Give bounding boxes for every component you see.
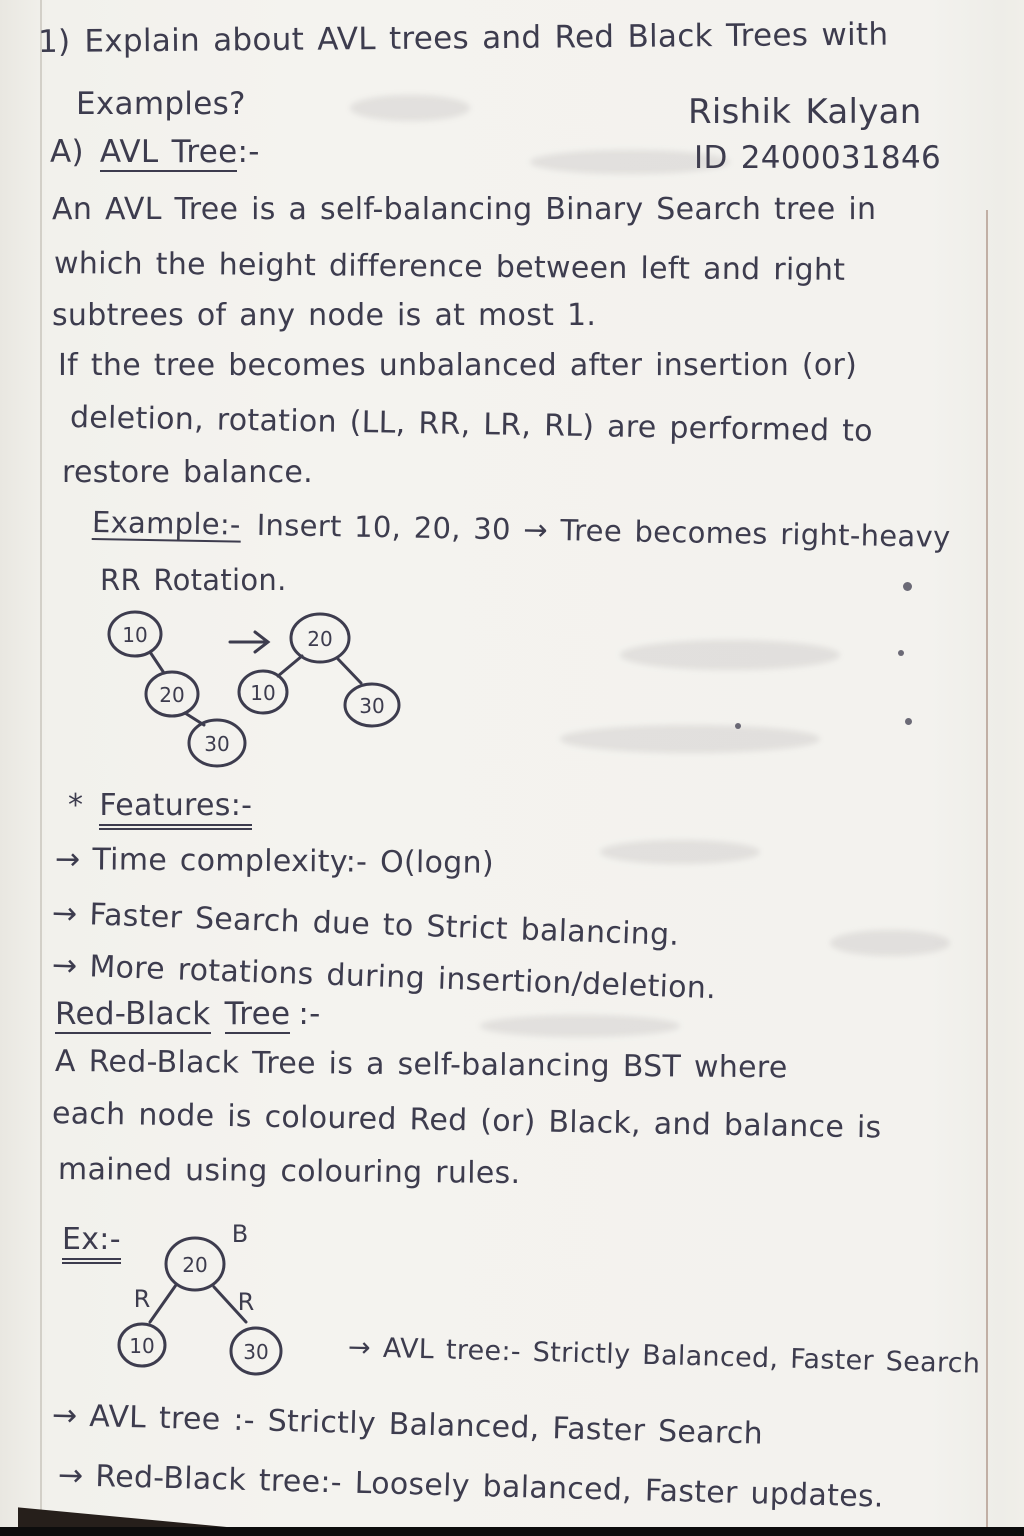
avl-heading-line (50, 134, 260, 172)
student-name: Rishik Kalyan (688, 92, 922, 132)
avl-example-line (92, 505, 951, 555)
rb-heading-word-2: Tree (224, 996, 291, 1032)
avl-rot-line-1: If the tree becomes unbalanced after insertion (or) (58, 348, 858, 383)
summary-line-1 (52, 1398, 764, 1452)
avl-def-line-3: subtrees of any node is at most 1. (52, 298, 597, 333)
node-label: 20 (182, 1253, 208, 1277)
node-label: 30 (204, 732, 230, 756)
ink-speck (905, 718, 912, 725)
ink-smudge (620, 640, 840, 670)
arrow-icon: → (54, 842, 81, 878)
ink-speck (903, 582, 912, 591)
arrow-icon: → (51, 1398, 78, 1434)
node-label: 10 (122, 623, 148, 647)
scan-corner-shadow (18, 1505, 248, 1529)
node-label: 20 (307, 627, 333, 651)
features-heading-line (68, 788, 252, 830)
ink-smudge (530, 150, 730, 174)
edge-color-label: R (237, 1288, 255, 1316)
ink-speck (898, 650, 904, 656)
arrow-icon: → (51, 896, 79, 932)
node-label: 10 (129, 1334, 155, 1358)
rb-heading-line (55, 996, 321, 1034)
answer-label: A) (50, 134, 84, 170)
rr-rotation-label: RR Rotation. (100, 563, 287, 597)
rb-def-line-3: mained using colouring rules. (57, 1152, 521, 1192)
star-marker: * (68, 788, 84, 823)
example-label: Example:- (91, 505, 242, 542)
ink-smudge (830, 930, 950, 956)
avl-rot-line-2: deletion, rotation (LL, RR, LR, RL) are performed to (69, 400, 874, 450)
rb-heading-word-1: Red-Black (55, 996, 211, 1032)
arrow-icon: → (57, 1458, 84, 1494)
question-text: Explain about AVL trees and Red Black Trees with (84, 16, 889, 60)
rb-def-line-2: each node is coloured Red (or) Black, and balance is (51, 1096, 882, 1146)
avl-rotation-diagram (80, 595, 500, 780)
student-id: ID 2400031846 (694, 140, 941, 176)
feature-text-3: More rotations during insertion/deletion. (88, 949, 717, 1007)
feature-line-1 (55, 842, 494, 881)
feature-text-2: Faster Search due to Strict balancing. (88, 897, 680, 953)
example-text: Insert 10, 20, 30 → Tree becomes right-heavy (256, 507, 951, 554)
question-line-1 (38, 17, 889, 60)
ink-smudge (480, 1015, 680, 1037)
ink-smudge (350, 95, 470, 121)
node-color-label: B (231, 1220, 249, 1248)
edge-color-label: R (133, 1285, 151, 1313)
rb-def-line-1: A Red-Black Tree is a self-balancing BST where (54, 1044, 788, 1086)
summary-text-2: Red-Black tree:- Loosely balanced, Faster updates. (94, 1458, 885, 1515)
arrow-icon: → (347, 1332, 372, 1364)
diagram-note-line (348, 1332, 981, 1380)
avl-def-line-2: which the height difference between left and right (53, 246, 846, 288)
avl-def-line-1: An AVL Tree is a self-balancing Binary Search tree in (52, 192, 877, 227)
rb-heading-suffix: :- (298, 996, 321, 1032)
features-heading: Features:- (99, 790, 252, 830)
ink-smudge (600, 840, 760, 864)
red-black-tree-diagram (100, 1212, 350, 1387)
avl-rot-line-3: restore balance. (62, 455, 313, 490)
avl-heading-suffix: :- (237, 134, 260, 170)
node-label: 30 (359, 694, 385, 718)
node-label: 30 (243, 1340, 269, 1364)
summary-line-2 (58, 1458, 885, 1515)
ink-speck (735, 723, 741, 729)
feature-line-2 (51, 896, 679, 953)
page-margin-line (40, 0, 42, 1536)
scan-bottom-bar (0, 1527, 1024, 1536)
question-number: 1) (37, 23, 71, 60)
question-line-2: Examples? (76, 86, 246, 122)
summary-text-1: AVL tree :- Strictly Balanced, Faster Search (88, 1398, 764, 1452)
page-edge-line (986, 210, 988, 1536)
ex-label: Ex:- (62, 1224, 121, 1264)
node-label: 20 (159, 683, 185, 707)
feature-text-1: Time complexity:- O(logn) (92, 842, 495, 881)
ink-smudge (560, 725, 820, 753)
diagram-note-text: AVL tree:- Strictly Balanced, Faster Search (382, 1332, 981, 1380)
node-label: 10 (250, 681, 276, 705)
avl-heading: AVL Tree (99, 134, 238, 170)
arrow-icon: → (51, 948, 79, 984)
